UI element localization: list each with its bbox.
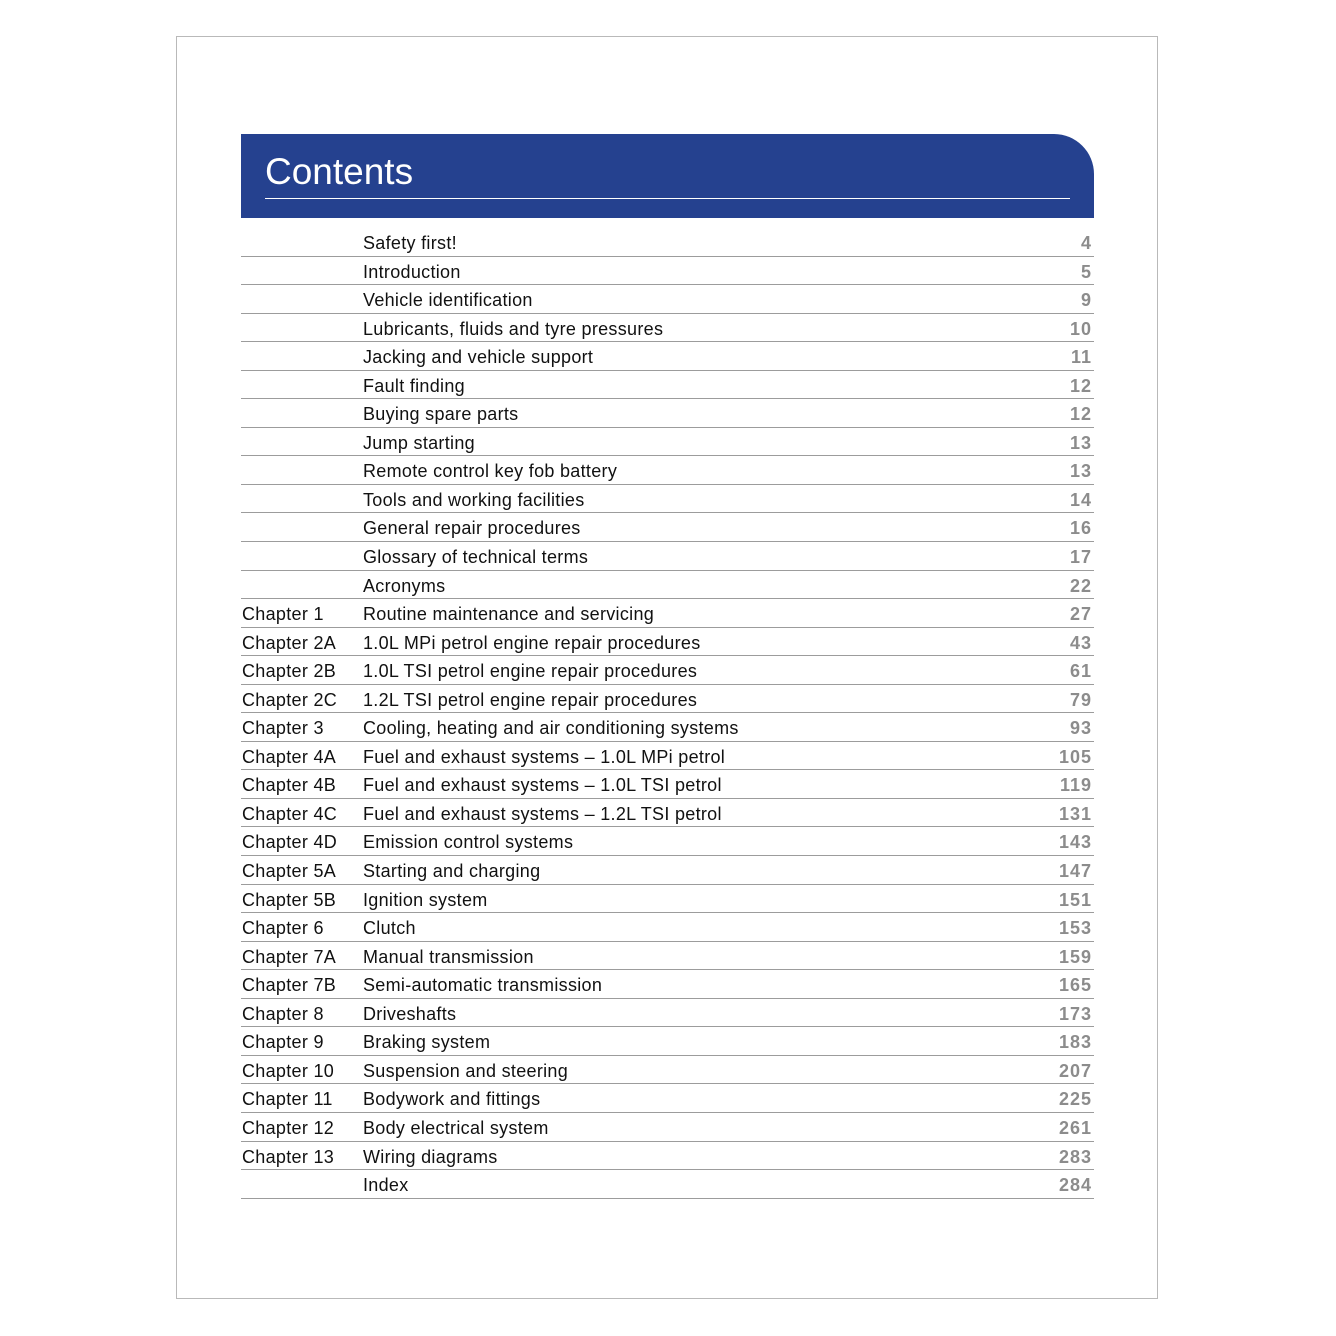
toc-entry-title: Tools and working facilities [363,489,585,510]
toc-entry-title: Routine maintenance and servicing [363,604,655,625]
toc-page-number: 143 [1058,832,1092,853]
toc-chapter-label: Chapter 4D [242,832,338,853]
toc-entry[interactable] [241,827,1094,856]
toc-entry-title: Clutch [363,918,416,939]
toc-entry[interactable] [241,428,1094,457]
toc-page-number: 5 [1080,261,1092,282]
toc-entry[interactable] [241,1142,1094,1171]
toc-entry-title: Cooling, heating and air conditioning systems [363,718,739,739]
toc-entry-title: Bodywork and fittings [363,1089,541,1110]
toc-chapter-label: Chapter 2C [242,689,338,710]
toc-entry[interactable] [241,485,1094,514]
toc-entry[interactable] [241,685,1094,714]
toc-entry-title: Safety first! [363,233,457,253]
toc-entry[interactable] [241,342,1094,371]
toc-page-number: 12 [1069,375,1092,396]
toc-entry-title: Buying spare parts [363,404,519,425]
toc-page-number: 16 [1069,518,1092,539]
toc-entry[interactable] [241,257,1094,286]
toc-entry[interactable] [241,1113,1094,1142]
toc-chapter-label: Chapter 4A [242,746,337,767]
toc-entry-title: Wiring diagrams [363,1146,498,1167]
toc-chapter-label: Chapter 7B [242,975,337,996]
toc-entry-title: 1.0L TSI petrol engine repair procedures [363,661,698,682]
toc-entry-title: Ignition system [363,889,488,910]
toc-entry[interactable] [241,942,1094,971]
toc-page-number: 261 [1058,1117,1092,1138]
toc-entry[interactable] [241,999,1094,1028]
toc-entry[interactable] [241,571,1094,600]
toc-entry-title: Driveshafts [363,1003,457,1024]
toc-chapter-label: Chapter 10 [242,1060,335,1081]
toc-entry-title: 1.2L TSI petrol engine repair procedures [363,689,698,710]
toc-page-number: 284 [1058,1175,1092,1196]
toc-entry-title: Manual transmission [363,946,534,967]
toc-page-number: 27 [1069,604,1092,625]
toc-page-number: 9 [1080,290,1092,311]
toc-entry[interactable] [241,885,1094,914]
toc-entry[interactable] [241,742,1094,771]
toc-entry[interactable] [241,656,1094,685]
toc-entry-title: Emission control systems [363,832,574,853]
toc-chapter-label: Chapter 12 [242,1117,335,1138]
toc-page-number: 17 [1069,547,1092,568]
toc-page-number: 131 [1058,803,1092,824]
toc-chapter-label: Chapter 2B [242,661,337,682]
toc-chapter-label: Chapter 4C [242,803,338,824]
toc-entry-title: Suspension and steering [363,1060,569,1081]
toc-entry[interactable] [241,856,1094,885]
toc-page-number: 12 [1069,404,1092,425]
toc-chapter-label: Chapter 6 [242,918,324,939]
toc-chapter-label: Chapter 8 [242,1003,324,1024]
toc-chapter-label: Chapter 9 [242,1032,324,1053]
toc-entry-title: Braking system [363,1032,491,1053]
toc-page-number: 173 [1058,1003,1092,1024]
toc-page-number: 283 [1058,1146,1092,1167]
toc-entry-title: Lubricants, fluids and tyre pressures [363,318,664,339]
toc-page-number: 151 [1058,889,1092,910]
toc-entry-title: Remote control key fob battery [363,461,618,482]
toc-entry[interactable] [241,1056,1094,1085]
toc-page-number: 153 [1058,918,1092,939]
toc-entry[interactable] [241,1084,1094,1113]
toc-entry-title: Body electrical system [363,1117,549,1138]
toc-entry[interactable] [241,456,1094,485]
toc-chapter-label: Chapter 13 [242,1146,335,1167]
toc-chapter-label: Chapter 7A [242,946,337,967]
toc-entry[interactable] [241,542,1094,571]
table-of-contents [241,228,1094,1199]
toc-entry-title: Acronyms [363,575,446,596]
toc-page-number: 61 [1069,661,1092,682]
toc-page-number: 105 [1058,746,1092,767]
toc-page-number: 22 [1069,575,1092,596]
toc-entry-title: Jump starting [363,432,475,453]
toc-entry-title: Introduction [363,261,461,282]
toc-entry-title: General repair procedures [363,518,581,539]
toc-entry-title: Jacking and vehicle support [363,347,594,368]
toc-page-number: 43 [1069,632,1092,653]
toc-page-number: 13 [1069,432,1092,453]
toc-page-number: 14 [1069,489,1092,510]
toc-entry[interactable] [241,713,1094,742]
toc-page-number: 13 [1069,461,1092,482]
toc-chapter-label: Chapter 4B [242,775,337,796]
toc-chapter-label: Chapter 5A [242,861,337,882]
toc-entry[interactable] [241,399,1094,428]
toc-page-number: 93 [1069,718,1092,739]
toc-entry-title: Fuel and exhaust systems – 1.0L MPi petrol [363,746,726,767]
toc-entry-title: Fuel and exhaust systems – 1.2L TSI petrol [363,803,722,824]
toc-entry[interactable] [241,513,1094,542]
toc-page-number: 11 [1070,347,1092,368]
contents-header-banner [241,134,1094,218]
toc-entry[interactable] [241,285,1094,314]
toc-entry[interactable] [241,1170,1094,1199]
toc-chapter-label: Chapter 1 [242,604,324,625]
toc-entry-title: Vehicle identification [363,290,533,311]
toc-entry[interactable] [241,628,1094,657]
toc-page-number: 10 [1069,318,1092,339]
toc-chapter-label: Chapter 5B [242,889,337,910]
toc-entry-title: Fuel and exhaust systems – 1.0L TSI petrol [363,775,722,796]
toc-page-number: 165 [1058,975,1092,996]
toc-entry[interactable] [241,228,1094,257]
toc-entry-title: Index [363,1175,409,1196]
toc-entry[interactable] [241,371,1094,400]
toc-page-number: 119 [1059,775,1092,796]
toc-chapter-label: Chapter 11 [242,1089,333,1110]
header-divider [265,198,1070,199]
toc-entry-title: 1.0L MPi petrol engine repair procedures [363,632,701,653]
toc-entry[interactable] [241,1027,1094,1056]
toc-chapter-label: Chapter 3 [242,718,324,739]
toc-page-number: 4 [1080,233,1092,253]
toc-entry[interactable] [241,770,1094,799]
toc-entry[interactable] [241,599,1094,628]
toc-page-number: 79 [1069,689,1092,710]
toc-entry-title: Glossary of technical terms [363,547,589,568]
toc-entry[interactable] [241,913,1094,942]
toc-page-number: 147 [1058,861,1092,882]
toc-chapter-label: Chapter 2A [242,632,337,653]
page-title: Contents [265,151,414,192]
toc-page-number: 225 [1058,1089,1092,1110]
toc-entry[interactable] [241,799,1094,828]
toc-entry[interactable] [241,314,1094,343]
toc-entry[interactable] [241,970,1094,999]
toc-page-number: 183 [1058,1032,1092,1053]
toc-page-number: 207 [1058,1060,1092,1081]
toc-entry-title: Starting and charging [363,861,541,882]
toc-entry-title: Semi-automatic transmission [363,975,603,996]
toc-entry-title: Fault finding [363,375,465,396]
toc-page-number: 159 [1058,946,1092,967]
